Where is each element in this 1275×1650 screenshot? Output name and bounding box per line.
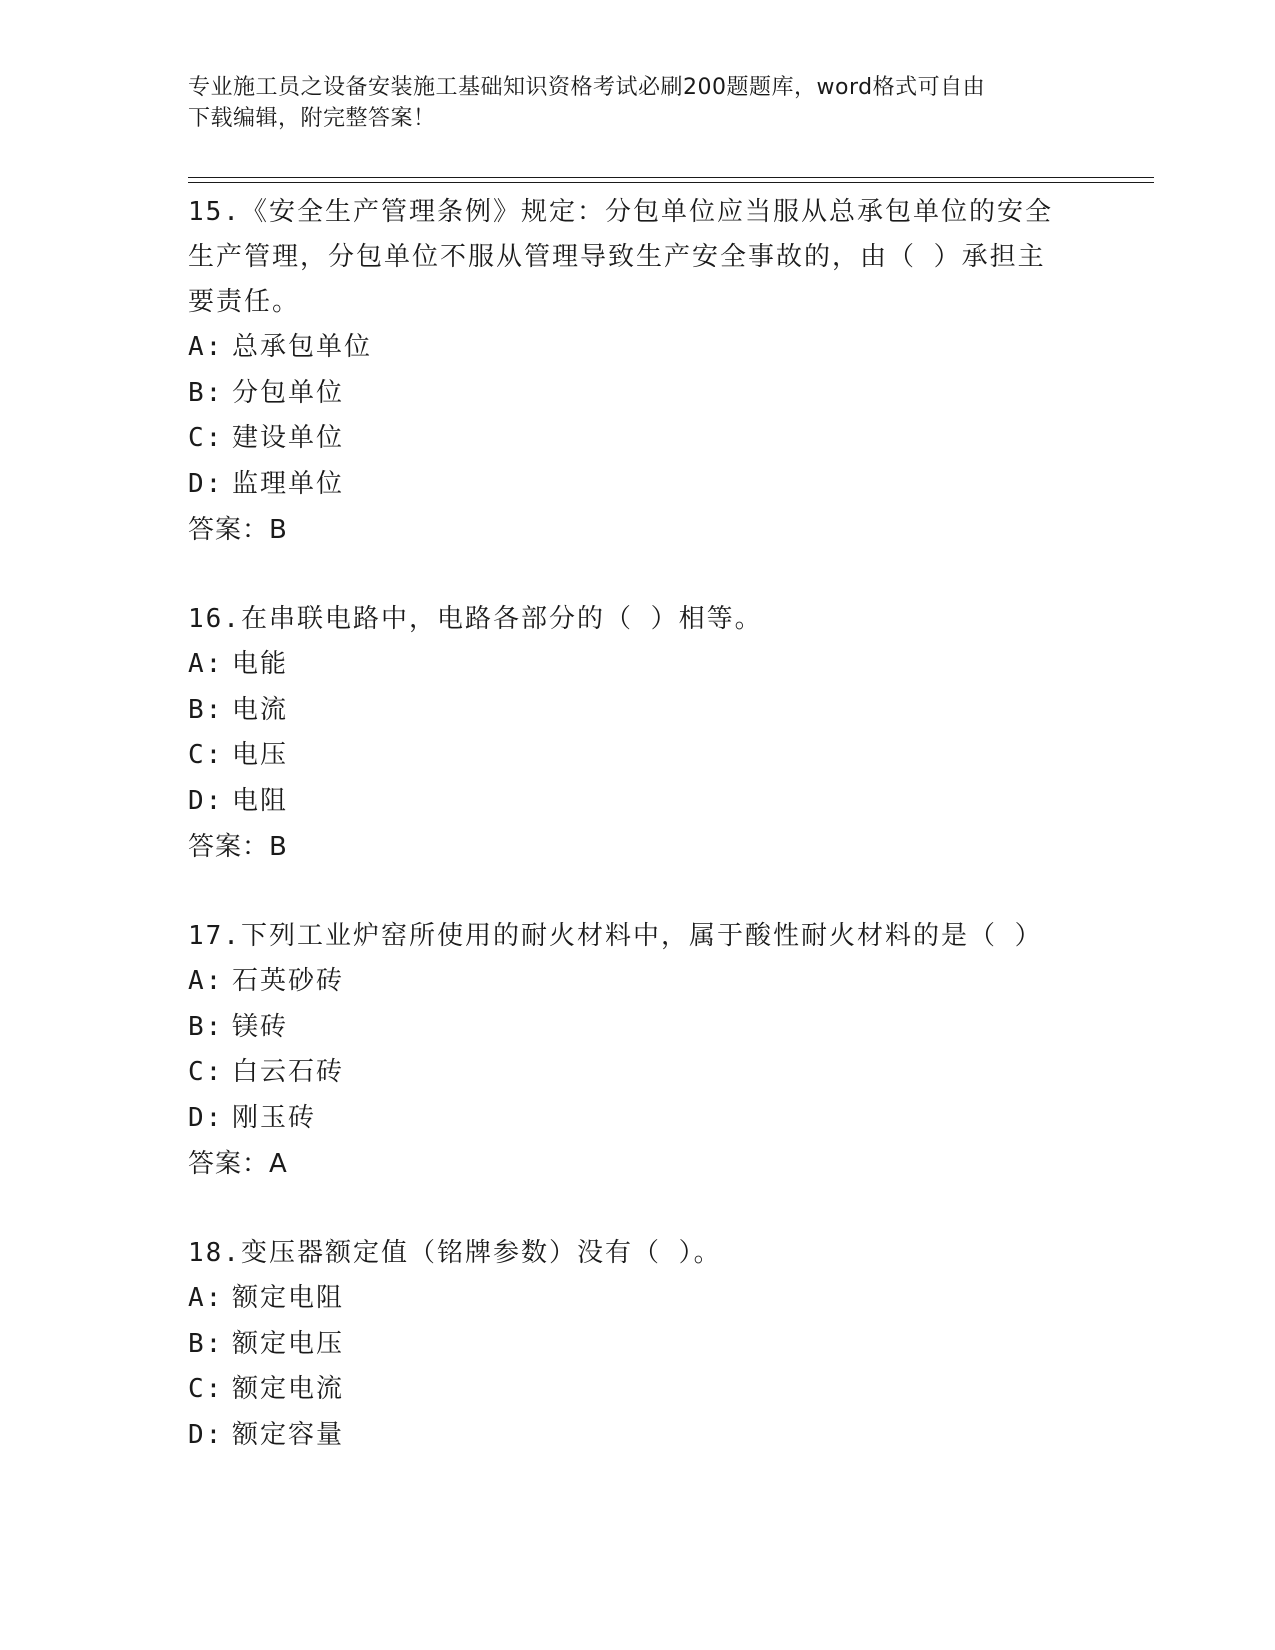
- question-stem-line: 18.变压器额定值（铭牌参数）没有（ ）。: [188, 1238, 722, 1268]
- option-b: [188, 688, 1088, 734]
- answer-label: 答案：B: [188, 515, 288, 545]
- option-c: [188, 416, 1088, 462]
- option-text: 电能: [232, 649, 289, 679]
- option-text: 电压: [232, 740, 289, 770]
- option-letter: C:: [188, 1057, 224, 1087]
- option-letter: D:: [188, 1419, 224, 1450]
- option-c: [188, 1367, 1088, 1413]
- question-18: [188, 1231, 1088, 1458]
- option-c: [188, 733, 1088, 779]
- option-b: [188, 1005, 1088, 1051]
- option-letter: C:: [188, 1374, 224, 1404]
- question-stem-line: 生产管理，分包单位不服从管理导致生产安全事故的，由（ ）承担主: [188, 242, 1046, 272]
- option-a: [188, 325, 1088, 371]
- option-b: [188, 1322, 1088, 1368]
- option-text: 电阻: [232, 785, 289, 816]
- option-text: 分包单位: [232, 377, 345, 408]
- option-a: [188, 642, 1088, 688]
- option-letter: D:: [188, 468, 224, 499]
- option-letter: C:: [188, 740, 224, 770]
- option-b: [188, 371, 1088, 417]
- question-stem-line: 15.《安全生产管理条例》规定：分包单位应当服从总承包单位的安全: [188, 197, 1053, 227]
- option-text: 石英砂砖: [232, 966, 345, 996]
- option-text: 建设单位: [232, 423, 345, 453]
- answer-label: 答案：A: [188, 1149, 288, 1179]
- header-divider-bottom: [188, 182, 1154, 183]
- option-letter: A:: [188, 649, 224, 679]
- question-stem-line: 17.下列工业炉窑所使用的耐火材料中，属于酸性耐火材料的是（ ）: [188, 921, 1043, 951]
- option-letter: B:: [188, 694, 224, 725]
- option-a: [188, 1276, 1088, 1322]
- option-letter: B:: [188, 377, 224, 408]
- option-d: [188, 462, 1088, 508]
- question-stem-line: 要责任。: [188, 287, 301, 317]
- option-text: 额定电流: [232, 1374, 345, 1404]
- header-line-2: 下载编辑，附完整答案！: [188, 106, 436, 131]
- option-text: 监理单位: [232, 468, 345, 499]
- header-line-1: 专业施工员之设备安装施工基础知识资格考试必刷200题题库，word格式可自由: [188, 75, 986, 100]
- question-list: [188, 190, 1088, 1458]
- question-stem-line: 16.在串联电路中，电路各部分的（ ）相等。: [188, 604, 763, 634]
- option-letter: B:: [188, 1011, 224, 1042]
- option-text: 镁砖: [232, 1011, 289, 1042]
- option-text: 白云石砖: [232, 1057, 345, 1087]
- option-text: 电流: [232, 694, 289, 725]
- answer-label: 答案：B: [188, 832, 288, 862]
- header-divider-top: [188, 177, 1154, 178]
- option-text: 额定电阻: [232, 1283, 345, 1313]
- option-text: 额定电压: [232, 1328, 345, 1359]
- option-letter: A:: [188, 966, 224, 996]
- question-15: [188, 190, 1088, 553]
- option-text: 总承包单位: [232, 332, 373, 362]
- option-text: 刚玉砖: [232, 1102, 317, 1133]
- option-letter: D:: [188, 785, 224, 816]
- question-17: [188, 914, 1088, 1187]
- question-16: [188, 597, 1088, 870]
- option-letter: A:: [188, 1283, 224, 1313]
- option-c: [188, 1050, 1088, 1096]
- option-d: [188, 1096, 1088, 1142]
- option-a: [188, 959, 1088, 1005]
- option-text: 额定容量: [232, 1419, 345, 1450]
- option-letter: B:: [188, 1328, 224, 1359]
- option-letter: C:: [188, 423, 224, 453]
- option-letter: D:: [188, 1102, 224, 1133]
- document-header: [188, 72, 1068, 134]
- option-d: [188, 1413, 1088, 1459]
- option-letter: A:: [188, 332, 224, 362]
- option-d: [188, 779, 1088, 825]
